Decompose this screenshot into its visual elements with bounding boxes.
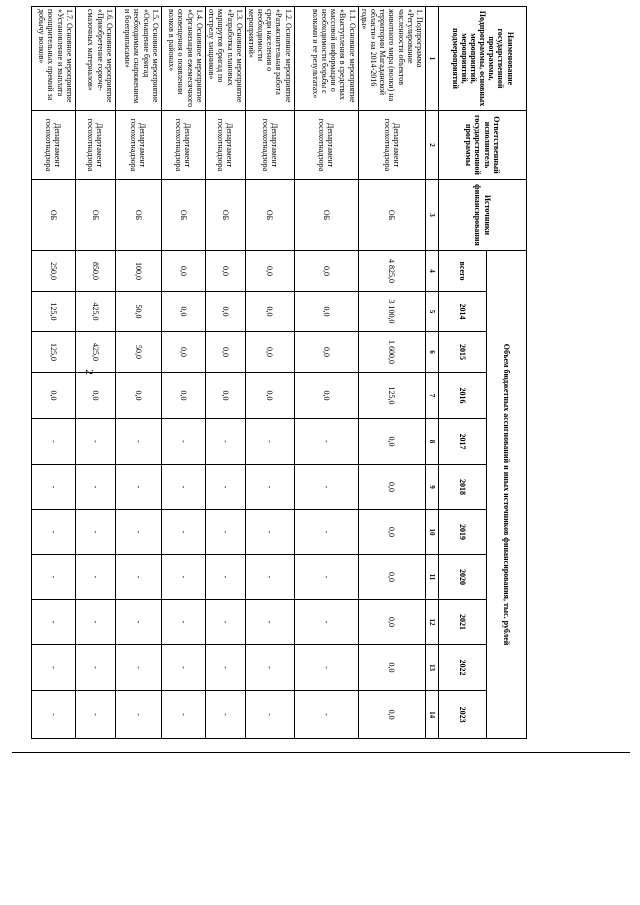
row-value: 0,0 xyxy=(358,465,425,510)
row-value: 0,0 xyxy=(358,645,425,691)
row-name: 1.2. Основное мероприятие «Разъяснительная работа среди населения о необходимости мероприятий» xyxy=(245,7,294,111)
row-executor: Департамент госохотнадзора xyxy=(31,111,75,180)
row-value: - xyxy=(161,645,205,691)
column-number: 12 xyxy=(426,600,439,645)
row-value: 1 600,0 xyxy=(358,332,425,373)
row-source: ОБ xyxy=(161,180,205,251)
table-row xyxy=(358,7,425,739)
row-value: 850,0 xyxy=(75,251,115,292)
row-value: - xyxy=(245,600,294,645)
column-number: 3 xyxy=(426,180,439,251)
header-source: Источники финансирования xyxy=(439,180,527,251)
row-value: - xyxy=(115,419,161,465)
row-executor: Департамент госохотнадзора xyxy=(205,111,245,180)
row-value: 0,0 xyxy=(115,373,161,419)
table-row xyxy=(294,7,358,739)
column-number: 4 xyxy=(426,251,439,292)
row-value: - xyxy=(245,465,294,510)
row-value: - xyxy=(294,691,358,739)
row-value: 0,0 xyxy=(161,332,205,373)
table-row xyxy=(75,7,115,739)
row-value: - xyxy=(31,419,75,465)
row-value: 125,0 xyxy=(31,292,75,332)
row-value: 0,0 xyxy=(161,292,205,332)
row-value: - xyxy=(31,510,75,555)
row-value: 0,0 xyxy=(294,373,358,419)
row-value: - xyxy=(31,645,75,691)
row-name: 1.5. Основное мероприятие «Оснащение бригад необходимым снаряжением и боеприпасами» xyxy=(115,7,161,111)
row-value: - xyxy=(31,600,75,645)
header-year: 2019 xyxy=(439,510,487,555)
row-value: - xyxy=(31,555,75,600)
row-value: 0,0 xyxy=(205,251,245,292)
column-number: 10 xyxy=(426,510,439,555)
header-executor: Ответственный исполнитель государственной программы xyxy=(439,111,527,180)
row-value: - xyxy=(115,465,161,510)
row-value: - xyxy=(294,600,358,645)
horizontal-rule xyxy=(12,752,630,753)
row-value: - xyxy=(161,555,205,600)
row-value: - xyxy=(205,600,245,645)
row-value: 425,0 xyxy=(75,292,115,332)
page-number: 2 xyxy=(83,369,95,375)
column-number: 5 xyxy=(426,292,439,332)
row-value: - xyxy=(294,555,358,600)
row-value: 0,0 xyxy=(75,373,115,419)
row-value: - xyxy=(75,510,115,555)
row-executor: Департамент госохотнадзора xyxy=(161,111,205,180)
column-number: 8 xyxy=(426,419,439,465)
row-value: - xyxy=(245,419,294,465)
row-name: 1.1. Основное мероприятие «Выступления в средствах массовой информации о необходимости борьбы с волками и ее результатах» xyxy=(294,7,358,111)
row-source: ОБ xyxy=(294,180,358,251)
row-value: - xyxy=(161,691,205,739)
row-source: ОБ xyxy=(115,180,161,251)
table-row xyxy=(205,7,245,739)
table-row xyxy=(161,7,205,739)
row-value: - xyxy=(75,465,115,510)
row-value: 250,0 xyxy=(31,251,75,292)
column-number: 7 xyxy=(426,373,439,419)
column-number: 2 xyxy=(426,111,439,180)
row-value: - xyxy=(205,645,245,691)
row-value: - xyxy=(31,465,75,510)
row-name: 1.7. Основное мероприятие «Установление и выплата поощрительных премий за добычу волков» xyxy=(31,7,75,111)
row-value: - xyxy=(75,555,115,600)
row-value: 50,0 xyxy=(115,292,161,332)
row-value: - xyxy=(294,510,358,555)
row-value: 0,0 xyxy=(358,600,425,645)
row-value: - xyxy=(245,510,294,555)
column-number: 13 xyxy=(426,645,439,691)
row-value: 0,0 xyxy=(161,373,205,419)
row-value: 0,0 xyxy=(205,332,245,373)
row-value: 0,0 xyxy=(245,251,294,292)
row-value: 0,0 xyxy=(294,251,358,292)
header-year: 2017 xyxy=(439,419,487,465)
header-year: 2016 xyxy=(439,373,487,419)
header-total: всего xyxy=(439,251,487,292)
row-value: 0,0 xyxy=(245,373,294,419)
row-value: - xyxy=(205,510,245,555)
row-value: 0,0 xyxy=(205,373,245,419)
row-value: - xyxy=(294,419,358,465)
row-value: 0,0 xyxy=(358,510,425,555)
row-value: 3 100,0 xyxy=(358,292,425,332)
header-row-top xyxy=(487,7,527,739)
financing-table-wrapper xyxy=(37,6,527,738)
row-name: 1.4. Основное мероприятие «Организация ежемесячного оповещения о появлении волков в районах» xyxy=(161,7,205,111)
row-value: - xyxy=(31,691,75,739)
row-value: - xyxy=(115,600,161,645)
row-value: - xyxy=(205,419,245,465)
row-value: 4 825,0 xyxy=(358,251,425,292)
row-value: - xyxy=(245,645,294,691)
row-value: - xyxy=(75,600,115,645)
row-value: - xyxy=(205,691,245,739)
row-executor: Департамент госохотнадзора xyxy=(294,111,358,180)
row-value: - xyxy=(75,691,115,739)
header-year: 2023 xyxy=(439,691,487,739)
row-source: ОБ xyxy=(205,180,245,251)
row-value: 0,0 xyxy=(294,292,358,332)
row-executor: Департамент госохотнадзора xyxy=(75,111,115,180)
row-value: - xyxy=(115,691,161,739)
row-value: - xyxy=(115,555,161,600)
row-value: - xyxy=(115,510,161,555)
row-value: - xyxy=(245,555,294,600)
row-value: 0,0 xyxy=(161,251,205,292)
row-name: 1. Подпрограмма «Регулирование численности объектов животного мира (волки) на территории Магаданской области» на 2014-2016 годы» xyxy=(358,7,425,111)
row-source: ОБ xyxy=(358,180,425,251)
row-value: 100,0 xyxy=(115,251,161,292)
row-source: ОБ xyxy=(75,180,115,251)
row-source: ОБ xyxy=(245,180,294,251)
column-number: 9 xyxy=(426,465,439,510)
column-number: 14 xyxy=(426,691,439,739)
row-value: 50,0 xyxy=(115,332,161,373)
table-row xyxy=(31,7,75,739)
row-executor: Департамент госохотнадзора xyxy=(245,111,294,180)
row-value: - xyxy=(115,645,161,691)
row-value: - xyxy=(294,465,358,510)
row-value: 425,0 xyxy=(75,332,115,373)
row-value: 0,0 xyxy=(358,555,425,600)
row-value: 0,0 xyxy=(358,691,425,739)
row-value: 125,0 xyxy=(31,332,75,373)
header-volume: Объем бюджетных ассигнований и иных источников финансирования, тыс. рублей xyxy=(487,251,527,739)
financing-table xyxy=(31,6,527,739)
table-row xyxy=(245,7,294,739)
row-value: - xyxy=(161,600,205,645)
row-value: 0,0 xyxy=(245,332,294,373)
header-year: 2018 xyxy=(439,465,487,510)
row-value: - xyxy=(245,691,294,739)
row-value: - xyxy=(294,645,358,691)
row-source: ОБ xyxy=(31,180,75,251)
row-name: 1.3. Основное мероприятие «Разработка плановых маршрутов бригад по отстрелу хищников» xyxy=(205,7,245,111)
row-value: - xyxy=(205,465,245,510)
row-executor: Департамент госохотнадзора xyxy=(358,111,425,180)
row-value: - xyxy=(161,510,205,555)
header-year: 2021 xyxy=(439,600,487,645)
header-name: Наименование государственной программы, Подпрограммы, основных мероприятий, мероприятий, подмероприятий xyxy=(439,7,527,111)
row-value: 0,0 xyxy=(245,292,294,332)
row-value: - xyxy=(161,419,205,465)
row-name: 1.6. Основное мероприятие «Приобретение горюче-смазочных материалов» xyxy=(75,7,115,111)
column-number: 11 xyxy=(426,555,439,600)
row-value: 0,0 xyxy=(31,373,75,419)
row-value: 0,0 xyxy=(358,419,425,465)
column-number: 6 xyxy=(426,332,439,373)
row-value: 0,0 xyxy=(205,292,245,332)
header-year: 2014 xyxy=(439,292,487,332)
row-value: - xyxy=(75,645,115,691)
row-value: - xyxy=(161,465,205,510)
header-year: 2020 xyxy=(439,555,487,600)
row-value: 0,0 xyxy=(294,332,358,373)
header-year: 2015 xyxy=(439,332,487,373)
column-number: 1 xyxy=(426,7,439,111)
table-row xyxy=(115,7,161,739)
header-year: 2022 xyxy=(439,645,487,691)
row-executor: Департамент госохотнадзора xyxy=(115,111,161,180)
row-value: - xyxy=(75,419,115,465)
row-value: 125,0 xyxy=(358,373,425,419)
row-value: - xyxy=(205,555,245,600)
column-number-row xyxy=(426,7,439,739)
